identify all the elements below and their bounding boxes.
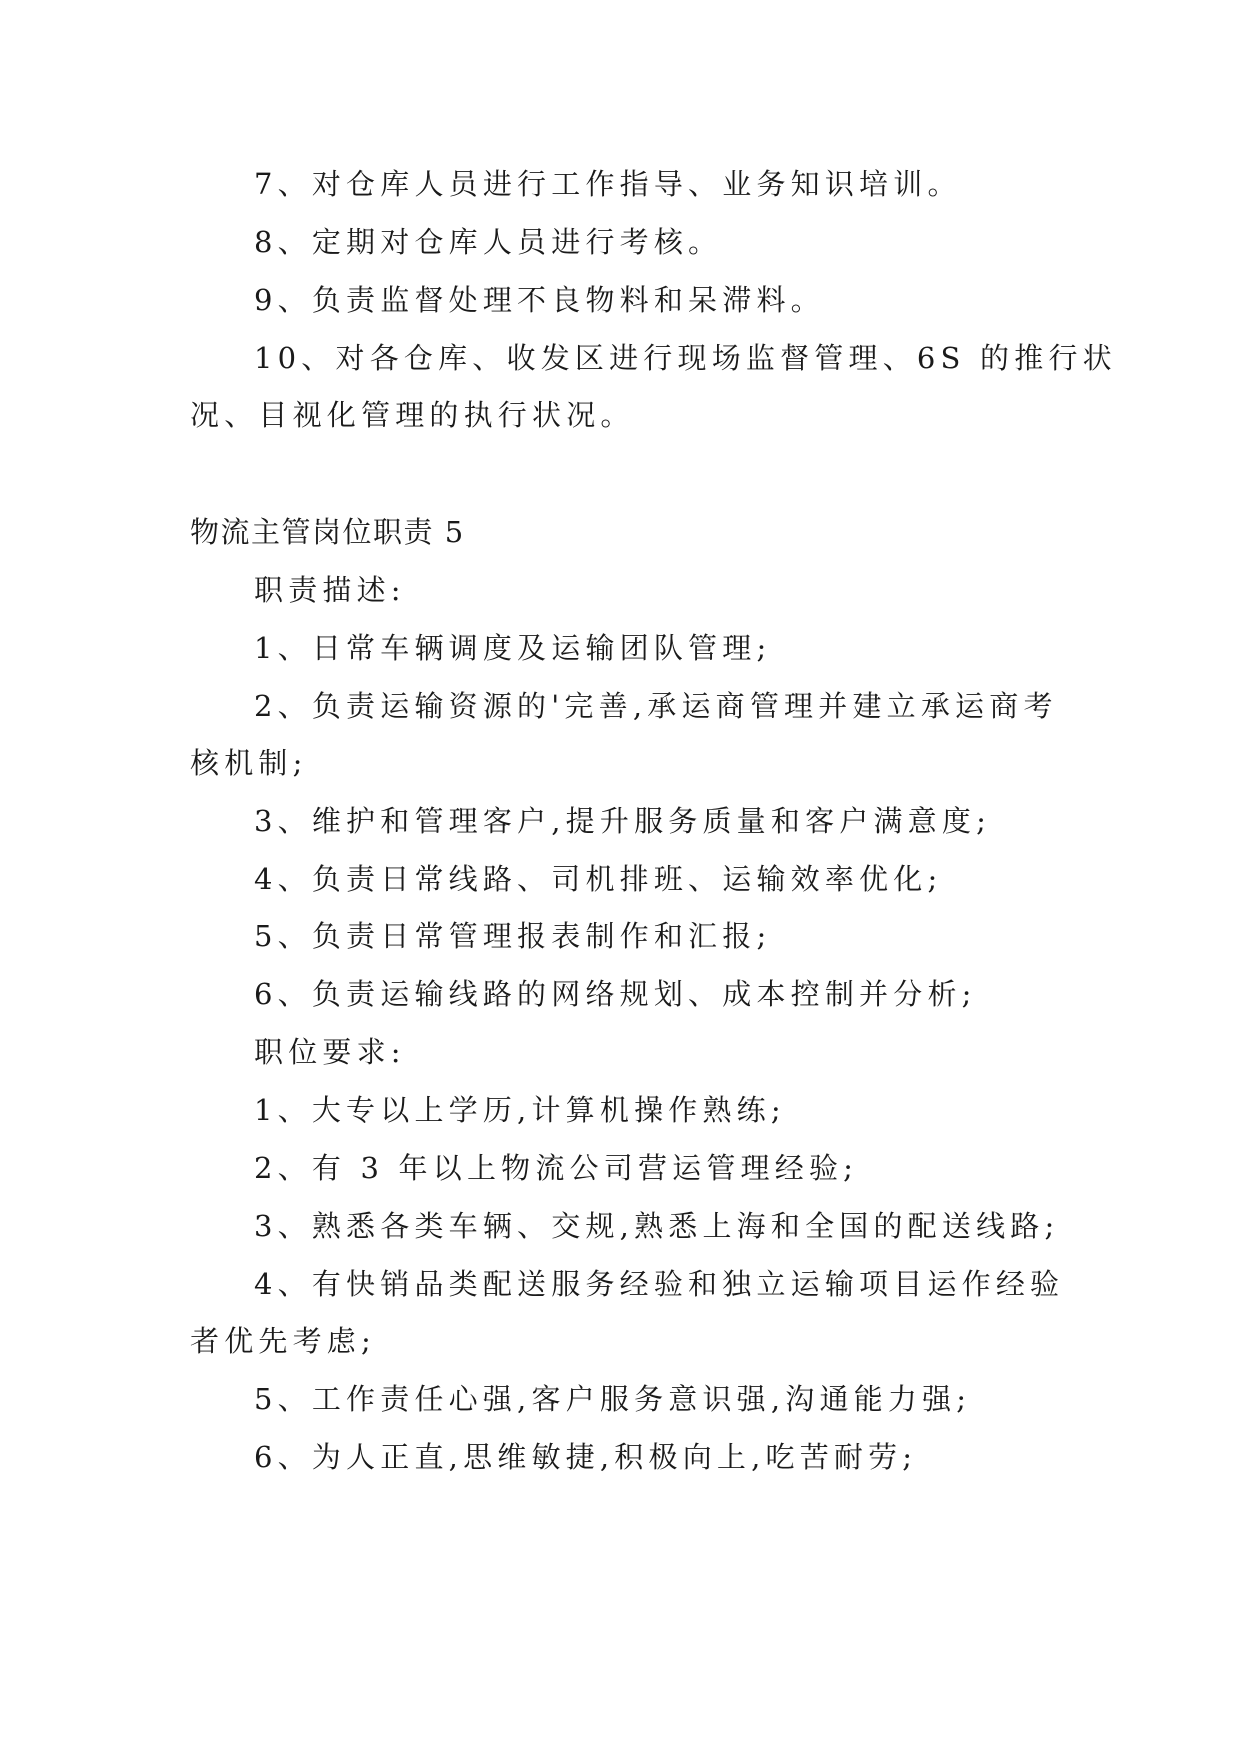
- list-item: 3、熟悉各类车辆、交规,熟悉上海和全国的配送线路;: [254, 1209, 1060, 1243]
- list-item: 6、为人正直,思维敏捷,积极向上,吃苦耐劳;: [254, 1440, 918, 1474]
- list-item: 4、负责日常线路、司机排班、运输效率优化;: [254, 862, 943, 896]
- list-item-continuation: 核机制;: [190, 746, 308, 780]
- list-item: 7、对仓库人员进行工作指导、业务知识培训。: [254, 167, 962, 201]
- list-item: 1、大专以上学历,计算机操作熟练;: [254, 1093, 786, 1127]
- duties-label: 职责描述:: [254, 573, 406, 607]
- list-item: 6、负责运输线路的网络规划、成本控制并分析;: [254, 977, 977, 1011]
- list-item: 1、日常车辆调度及运输团队管理;: [254, 631, 772, 665]
- list-item: 5、工作责任心强,客户服务意识强,沟通能力强;: [254, 1382, 972, 1416]
- list-item-continuation: 者优先考虑;: [190, 1324, 376, 1358]
- section-title: 物流主管岗位职责 5: [190, 515, 465, 549]
- list-item: 2、负责运输资源的'完善,承运商管理并建立承运商考: [254, 689, 1058, 723]
- list-item: 5、负责日常管理报表制作和汇报;: [254, 919, 772, 953]
- list-item: 4、有快销品类配送服务经验和独立运输项目运作经验: [254, 1267, 1065, 1301]
- list-item: 10、对各仓库、收发区进行现场监督管理、6S 的推行状: [254, 341, 1117, 375]
- list-item: 9、负责监督处理不良物料和呆滞料。: [254, 283, 825, 317]
- list-item: 3、维护和管理客户,提升服务质量和客户满意度;: [254, 804, 992, 838]
- requirements-label: 职位要求:: [254, 1035, 406, 1069]
- list-item: 2、有 3 年以上物流公司营运管理经验;: [254, 1151, 859, 1185]
- list-item: 8、定期对仓库人员进行考核。: [254, 225, 723, 259]
- list-item-continuation: 况、目视化管理的执行状况。: [190, 398, 635, 432]
